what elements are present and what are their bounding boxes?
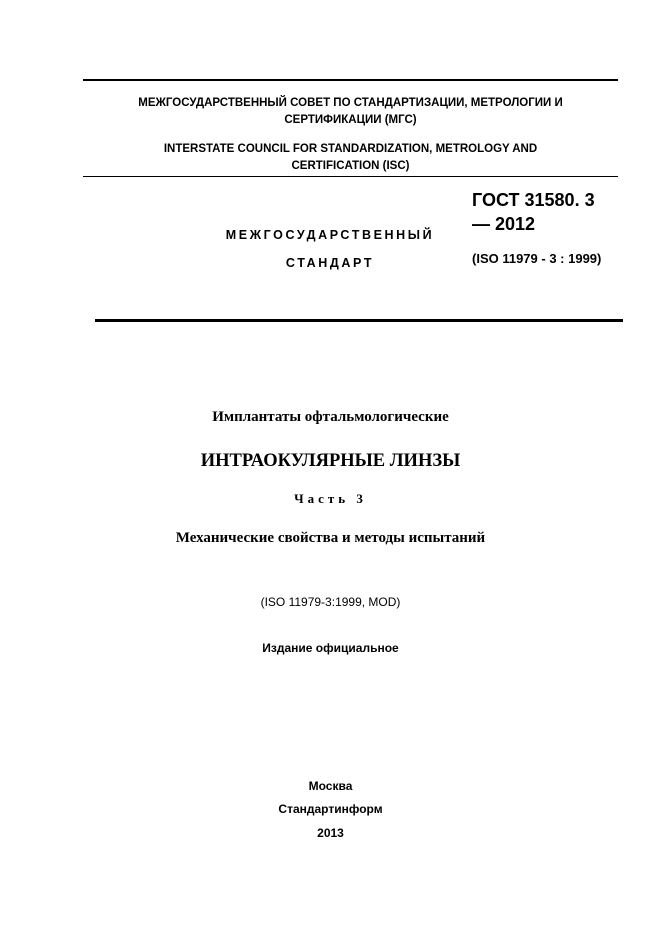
council-ru [83,95,618,129]
council-en-line2: CERTIFICATION (ISC) [291,160,410,172]
council-ru-line1: МЕЖГОСУДАРСТВЕННЫЙ СОВЕТ ПО СТАНДАРТИЗАЦИИ, МЕТРОЛОГИИ И [138,97,563,109]
council-en-line1: INTERSTATE COUNCIL FOR STANDARDIZATION, METROLOGY AND [163,143,538,155]
standard-number [472,188,652,236]
standard-number-line1: ГОСТ 31580. 3 [472,190,595,210]
title-main: ИНТРАОКУЛЯРНЫЕ ЛИНЗЫ [200,451,461,471]
council-en [83,141,618,175]
imprint-year: 2013 [317,826,344,840]
title-group: Имплантаты офтальмологические [212,409,449,425]
council-divider [83,176,618,177]
standard-iso-ref: (ISO 11979 - 3 : 1999) [472,251,602,266]
edition-label: Издание официальное [262,641,399,655]
thick-rule [95,319,623,322]
standard-number-line2: — 2012 [472,214,536,234]
title-part: Часть 3 [294,491,367,506]
council-ru-line2: СЕРТИФИКАЦИИ (МГС) [284,114,417,126]
top-rule [83,79,618,81]
standard-kind-line1: МЕЖГОСУДАРСТВЕННЫЙ [225,228,435,242]
imprint-city: Москва [308,779,353,793]
standard-kind-line2: СТАНДАРТ [285,256,375,270]
standard-kind [180,228,480,270]
imprint-publisher: Стандартинформ [278,802,383,816]
iso-mod: (ISO 11979-3:1999, MOD) [260,595,401,609]
title-subtitle: Механические свойства и методы испытаний [175,530,486,546]
